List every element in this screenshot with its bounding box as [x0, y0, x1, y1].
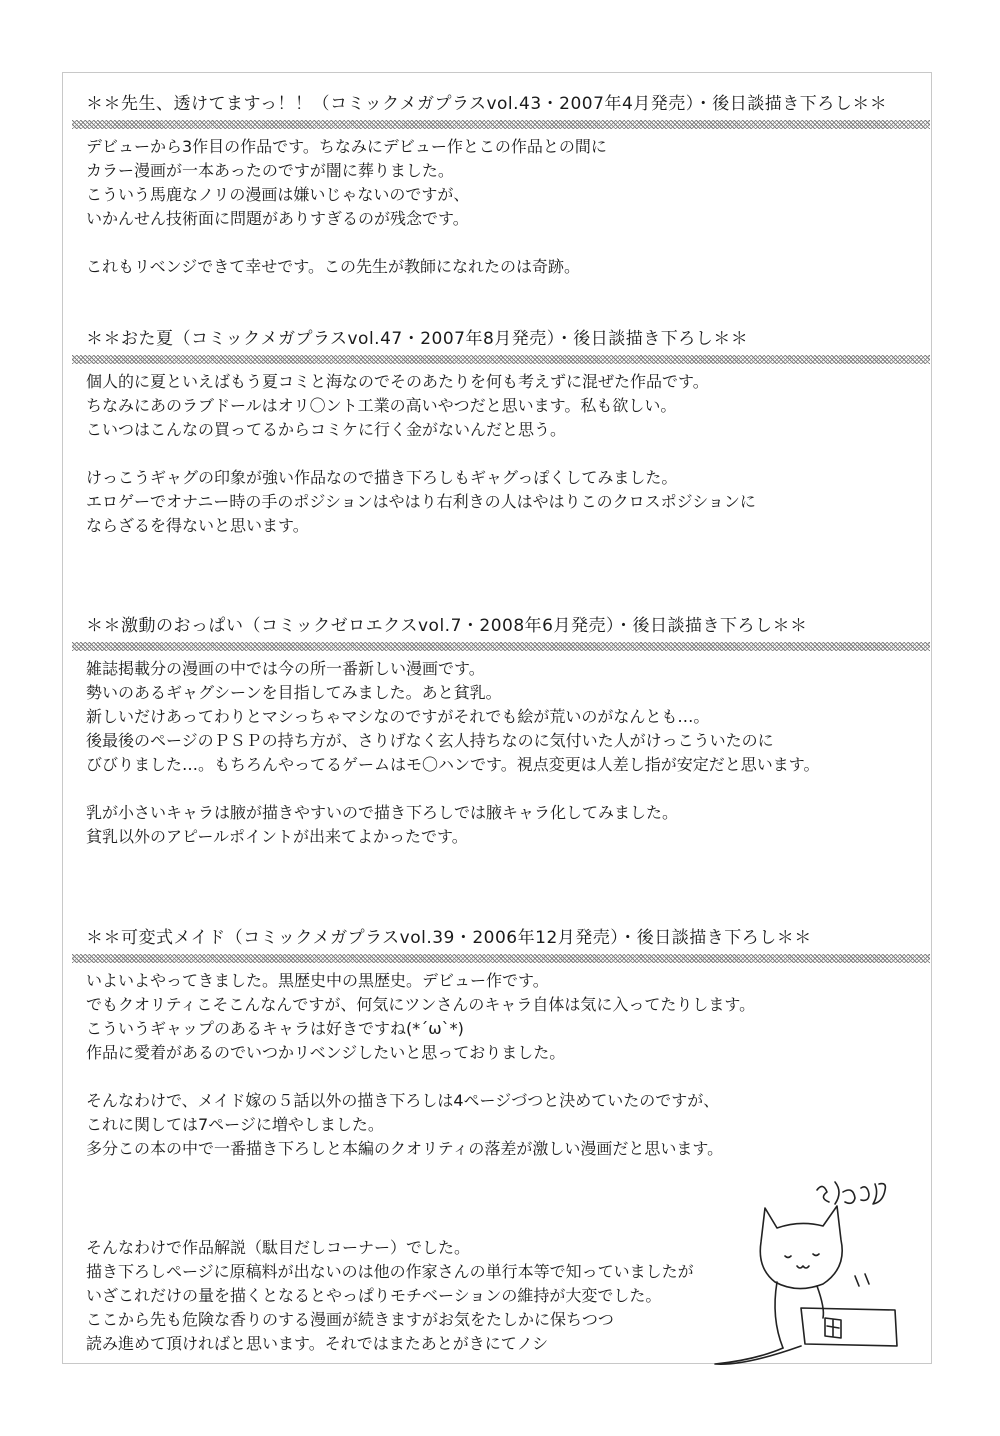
text-line: けっこうギャグの印象が強い作品なので描き下ろしもギャグっぽくしてみました。 — [86, 468, 678, 487]
text-line: こいつはこんなの買ってるからコミケに行く金がないんだと思う。 — [86, 420, 567, 439]
cat-doodle-icon — [705, 1168, 945, 1378]
text-line: いざこれだけの量を描くとなるとやっぱりモチベーションの維持が大変でした。 — [86, 1286, 662, 1305]
text-line: 貧乳以外のアピールポイントが出来てよかったです。 — [86, 827, 468, 846]
text-line: そんなわけで作品解説（駄目だしコーナー）でした。 — [86, 1238, 471, 1257]
text-line: ならざるを得ないと思います。 — [86, 516, 309, 535]
text-line: デビューから3作目の作品です。ちなみにデビュー作とこの作品との間に — [86, 137, 607, 156]
text-line: エロゲーでオナニー時の手のポジションはやはり右利きの人はやはりこのクロスポジションに — [86, 492, 756, 511]
text-line: こういう馬鹿なノリの漫画は嫌いじゃないのですが、 — [86, 185, 470, 204]
section-body — [86, 969, 926, 1161]
text-line: いよいよやってきました。黒歴史中の黒歴史。デビュー作です。 — [86, 971, 549, 990]
section-1 — [86, 92, 926, 279]
section-4 — [86, 926, 926, 1161]
section-body — [86, 657, 926, 849]
text-line: いかんせん技術面に問題がありすぎるのが残念です。 — [86, 209, 469, 228]
section-heading: ＊＊おた夏（コミックメガプラスvol.47・2007年8月発売）・後日談描き下ろし＊＊ — [86, 329, 749, 349]
text-line: これもリベンジできて幸せです。この先生が教師になれたのは奇跡。 — [86, 257, 581, 276]
section-heading: ＊＊可変式メイド（コミックメガプラスvol.39・2006年12月発売）・後日談描き下ろし＊＊ — [86, 928, 812, 948]
section-heading: ＊＊激動のおっぱい（コミックゼロエクスvol.7・2008年6月発売）・後日談描き下ろし＊＊ — [86, 616, 808, 636]
text-line: 作品に愛着があるのでいつかリベンジしたいと思っておりました。 — [86, 1043, 566, 1062]
section-heading: ＊＊先生、透けてますっ！！（コミックメガプラスvol.43・2007年4月発売）・後日談描き下ろし＊＊ — [86, 94, 888, 114]
text-line: 描き下ろしページに原稿料が出ないのは他の作家さんの単行本等で知っていましたが — [86, 1262, 694, 1281]
section-body — [86, 370, 926, 538]
text-line: そんなわけで、メイド嫁の５話以外の描き下ろしは4ページづつと決めていたのですが、 — [86, 1091, 720, 1110]
text-line: こういうギャップのあるキャラは好きですね(*´ω`*) — [86, 1019, 464, 1038]
divider — [72, 120, 930, 129]
text-line: 乳が小さいキャラは腋が描きやすいので描き下ろしでは腋キャラ化してみました。 — [86, 803, 679, 822]
divider — [72, 954, 930, 963]
closing-remarks — [86, 1236, 694, 1356]
text-line: びびりました…。もちろんやってるゲームはモ〇ハンです。視点変更は人差し指が安定だと思います。 — [86, 755, 820, 774]
text-line: 新しいだけあってわりとマシっちゃマシなのですがそれでも絵が荒いのがなんとも…。 — [86, 707, 710, 726]
text-line: 雑誌掲載分の漫画の中では今の所一番新しい漫画です。 — [86, 659, 485, 678]
section-body — [86, 135, 926, 279]
divider — [72, 355, 930, 364]
text-line: 後最後のページのＰＳＰの持ち方が、さりげなく玄人持ちなのに気付いた人がけっこういたのに — [86, 731, 774, 750]
section-3 — [86, 614, 926, 849]
text-line: 個人的に夏といえばもう夏コミと海なのでそのあたりを何も考えずに混ぜた作品です。 — [86, 372, 709, 391]
text-line: でもクオリティこそこんなんですが、何気にツンさんのキャラ自体は気に入ってたりします。 — [86, 995, 756, 1014]
text-line: これに関しては7ページに増やしました。 — [86, 1115, 384, 1134]
text-line: ここから先も危険な香りのする漫画が続きますがお気をたしかに保ちつつ — [86, 1310, 614, 1329]
text-line: 多分この本の中で一番描き下ろしと本編のクオリティの落差が激しい漫画だと思います。 — [86, 1139, 724, 1158]
section-2 — [86, 327, 926, 538]
text-line: 読み進めて頂ければと思います。それではまたあとがきにてノシ — [86, 1334, 549, 1353]
text-line: カラー漫画が一本あったのですが闇に葬りました。 — [86, 161, 454, 180]
text-line: ちなみにあのラブドールはオリ〇ント工業の高いやつだと思います。私も欲しい。 — [86, 396, 677, 415]
text-line: 勢いのあるギャグシーンを目指してみました。あと貧乳。 — [86, 683, 502, 702]
divider — [72, 642, 930, 651]
